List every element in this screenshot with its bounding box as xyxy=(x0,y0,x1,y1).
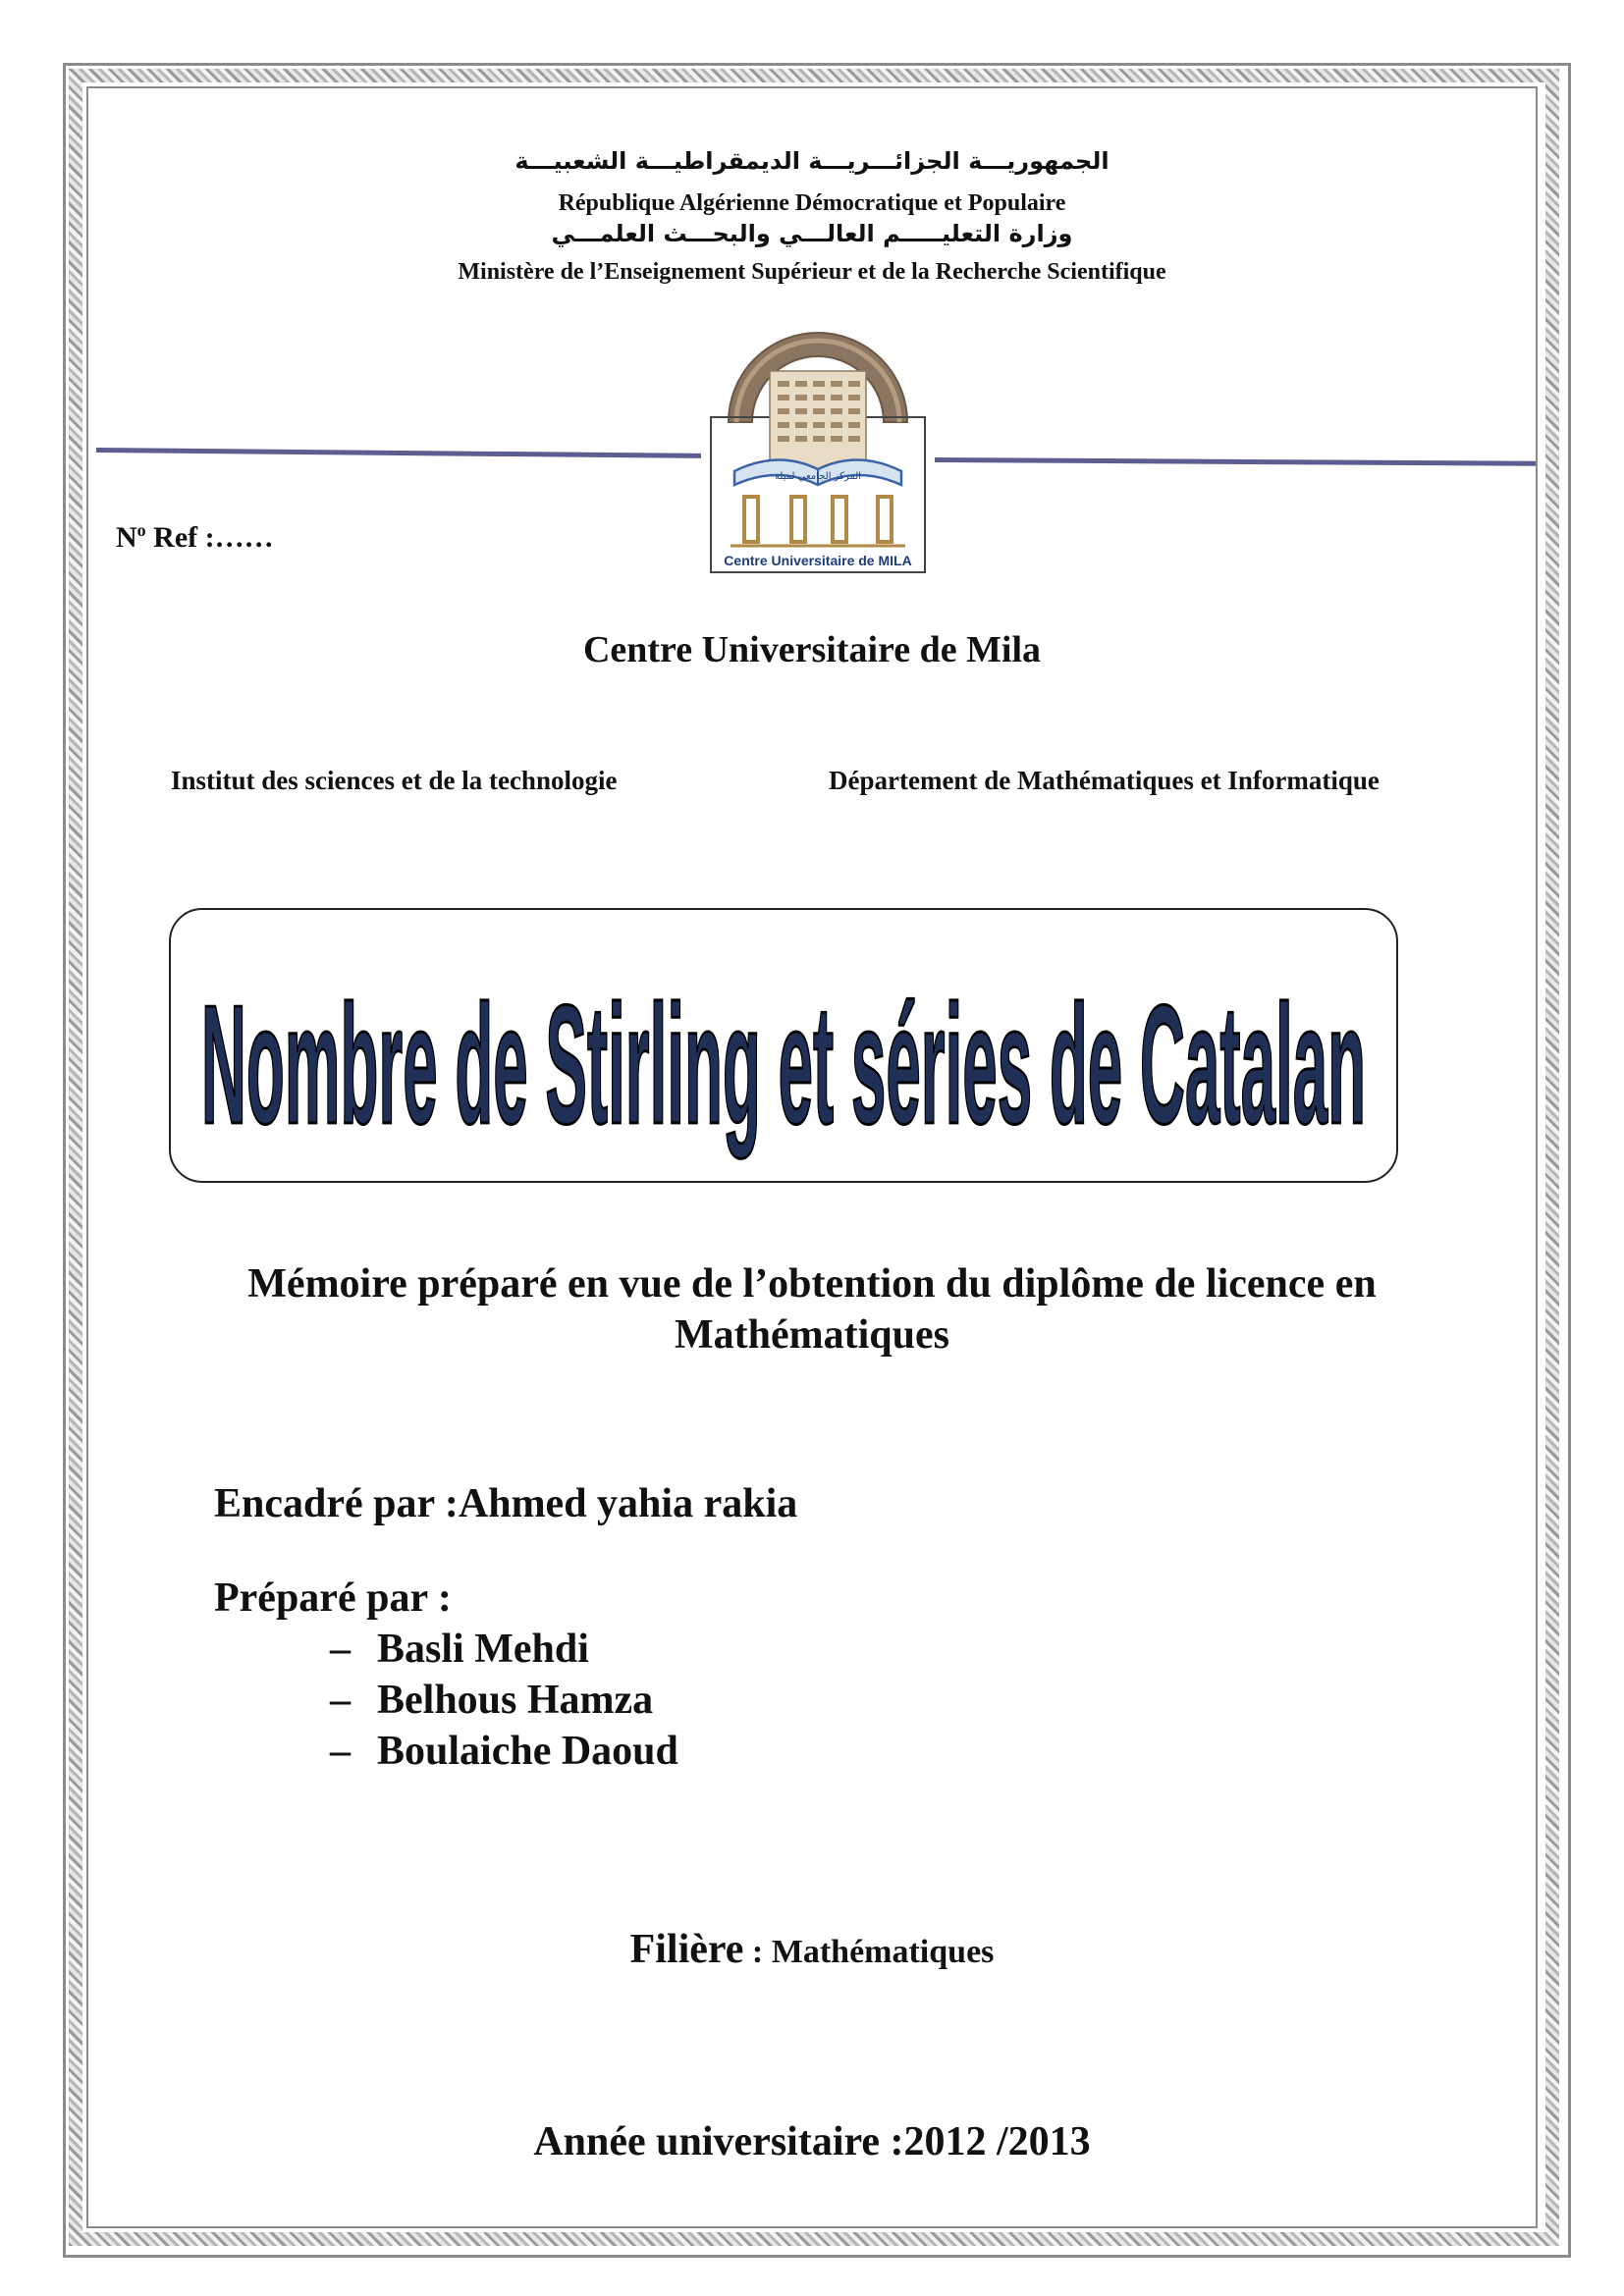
thesis-title xyxy=(171,910,1396,1181)
student-name: Basli Mehdi xyxy=(377,1627,589,1672)
arabic-republic-heading: الجمهوريـــة الجزائـــريـــة الديمقراطيـــة الشعبيـــة xyxy=(514,147,1110,175)
supervisor-line: Encadré par :Ahmed yahia rakia xyxy=(214,1481,798,1526)
university-logo-image xyxy=(709,324,927,574)
academic-year: Année universitaire :2012 /2013 xyxy=(533,2119,1091,2164)
list-dash: – xyxy=(330,1627,351,1672)
student-item xyxy=(330,1677,653,1724)
department-name: Département de Mathématiques et Informatique xyxy=(829,766,1380,795)
logo-arabic-banner: المركز الجامعي لميلة xyxy=(774,471,862,482)
list-dash: – xyxy=(330,1678,351,1723)
ref-superscript: o xyxy=(136,520,146,540)
arabic-ministry-heading: وزارة التعليـــــم العالـــي والبحـــث العلمـــي xyxy=(551,220,1073,247)
list-dash: – xyxy=(330,1729,351,1774)
logo-caption: Centre Universitaire de MILA xyxy=(724,553,912,568)
student-name: Boulaiche Daoud xyxy=(377,1729,678,1774)
ref-label: Ref :…… xyxy=(145,521,274,554)
ref-n: N xyxy=(116,521,137,554)
student-item xyxy=(330,1626,589,1673)
filiere-label: Filière xyxy=(629,1927,744,1972)
ministry-heading: Ministère de l’Enseignement Supérieur et de la Recherche Scientifique xyxy=(458,259,1166,285)
memoire-line-2: Mathématiques xyxy=(675,1312,949,1358)
filiere-value: : Mathématiques xyxy=(743,1934,995,1970)
institute-name: Institut des sciences et de la technologie xyxy=(171,766,618,795)
prepared-by-label: Préparé par : xyxy=(214,1575,452,1621)
republic-heading: République Algérienne Démocratique et Populaire xyxy=(558,190,1066,216)
reference-number xyxy=(116,520,274,555)
university-name: Centre Universitaire de Mila xyxy=(582,629,1042,670)
title-box xyxy=(169,908,1398,1183)
student-name: Belhous Hamza xyxy=(377,1678,654,1723)
thesis-title-text: Nombre de Stirling et séries de Catalan xyxy=(200,969,1367,1159)
memoire-line-1: Mémoire préparé en vue de l’obtention du diplôme de licence en xyxy=(247,1261,1377,1307)
filiere-line xyxy=(0,1926,1624,1973)
university-logo xyxy=(709,324,927,574)
student-item xyxy=(330,1728,678,1775)
